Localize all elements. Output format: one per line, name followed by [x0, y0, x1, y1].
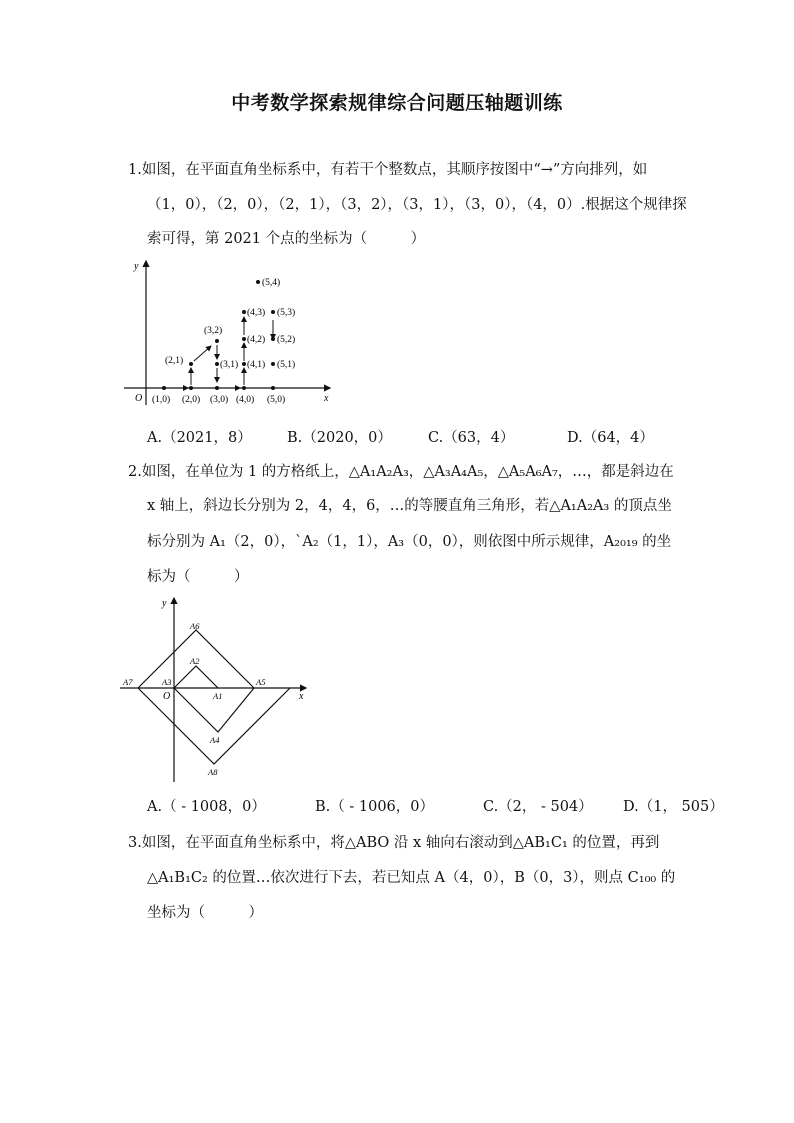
- q1-point: [189, 362, 193, 366]
- q1-point: [215, 339, 219, 343]
- q3-text-line-1: 3.如图，在平面直角坐标系中，将△ABO 沿 x 轴向右滚动到△AB₁C₁ 的位置，再到: [128, 835, 660, 851]
- q2-label-a8: A8: [208, 767, 218, 777]
- q2-origin-label: O: [163, 691, 171, 702]
- q1-point-label: (3,0): [210, 395, 229, 405]
- q2-label-a4: A4: [210, 735, 220, 745]
- q3-text-line-2: △A₁B₁C₂ 的位置…依次进行下去，若已知点 A（4，0），B（0，3），则点 C₁₀₀ 的: [147, 870, 676, 886]
- q2-text-line-3: 标分别为 A₁（2，0），`A₂（1，1），A₃（0，0），则依图中所示规律，A₂₀₁₉ 的坐: [147, 534, 672, 550]
- q2-axis-y-label: y: [162, 598, 167, 609]
- q1-point-label: (5,3): [277, 308, 296, 318]
- q1-point-label: (1,0): [152, 395, 171, 405]
- q1-figure: [118, 255, 348, 410]
- q1-point: [242, 362, 246, 366]
- q1-option-c[interactable]: C.（63，4）: [428, 430, 515, 446]
- q1-option-b[interactable]: B.（2020，0）: [287, 430, 392, 446]
- page-title: 中考数学探索规律综合问题压轴题训练: [231, 92, 563, 114]
- q1-point: [215, 386, 219, 390]
- q1-option-d[interactable]: D.（64，4）: [567, 430, 654, 446]
- q2-axis-x-label: x: [299, 691, 304, 702]
- q1-point-label: (5,4): [262, 278, 281, 288]
- q1-point-label: (4,0): [236, 395, 255, 405]
- q1-point-label: (3,1): [220, 360, 239, 370]
- q1-point: [271, 386, 275, 390]
- q2-option-d[interactable]: D.（1， 505）: [623, 799, 724, 815]
- q1-point-label: (2,0): [182, 395, 201, 405]
- q1-point-label: (5,2): [277, 335, 296, 345]
- q1-point-label: (2,1): [165, 356, 184, 366]
- q1-point: [271, 337, 275, 341]
- q2-label-a3: A3: [162, 677, 172, 687]
- q2-text-line-2: x 轴上，斜边长分别为 2，4，4，6，…的等腰直角三角形，若△A₁A₂A₃ 的顶点坐: [147, 498, 672, 514]
- q2-figure: [118, 592, 318, 787]
- q2-label-a7: A7: [123, 677, 133, 687]
- q1-point-label: (4,2): [247, 335, 266, 345]
- q1-text-line-3: 索可得，第 2021 个点的坐标为（ ）: [147, 231, 426, 247]
- q2-option-c[interactable]: C.（2， - 504）: [483, 799, 593, 815]
- q1-text-line-2: （1，0），（2，0），（2，1），（3，2），（3，1），（3，0），（4，0）.根据这个规律探: [147, 197, 687, 213]
- q1-point-label: (4,1): [247, 360, 266, 370]
- q1-point-label: (4,3): [247, 308, 266, 318]
- q1-point: [189, 386, 193, 390]
- q1-point: [242, 310, 246, 314]
- q1-point: [162, 386, 166, 390]
- q1-point-label: (5,0): [267, 395, 286, 405]
- q1-axis-x-label: x: [324, 393, 329, 404]
- q2-label-a5: A5: [256, 677, 266, 687]
- q2-label-a2: A2: [190, 656, 200, 666]
- q2-label-a6: A6: [190, 621, 200, 631]
- q1-axis-y-label: y: [134, 261, 139, 272]
- q1-text-line-1: 1.如图，在平面直角坐标系中，有若干个整数点，其顺序按图中“→”方向排列，如: [128, 162, 648, 178]
- q2-label-a1: A1: [213, 691, 223, 701]
- q1-point: [242, 386, 246, 390]
- q1-point-label: (3,2): [204, 326, 223, 336]
- q2-text-line-1: 2.如图，在单位为 1 的方格纸上，△A₁A₂A₃，△A₃A₄A₅，△A₅A₆A₇，…，都是斜边在: [128, 464, 674, 480]
- q3-text-line-3: 坐标为（ ）: [147, 905, 263, 921]
- q1-point-label: (5,1): [277, 360, 296, 370]
- q1-point: [271, 310, 275, 314]
- q2-option-b[interactable]: B.（ - 1006，0）: [315, 799, 435, 815]
- q1-origin-label: O: [135, 393, 143, 404]
- q1-point: [242, 337, 246, 341]
- q1-point: [215, 362, 219, 366]
- q1-option-a[interactable]: A.（2021，8）: [147, 430, 252, 446]
- q2-option-a[interactable]: A.（ - 1008，0）: [147, 799, 266, 815]
- q2-text-line-4: 标为（ ）: [147, 569, 249, 585]
- q1-point: [256, 280, 260, 284]
- q1-point: [271, 362, 275, 366]
